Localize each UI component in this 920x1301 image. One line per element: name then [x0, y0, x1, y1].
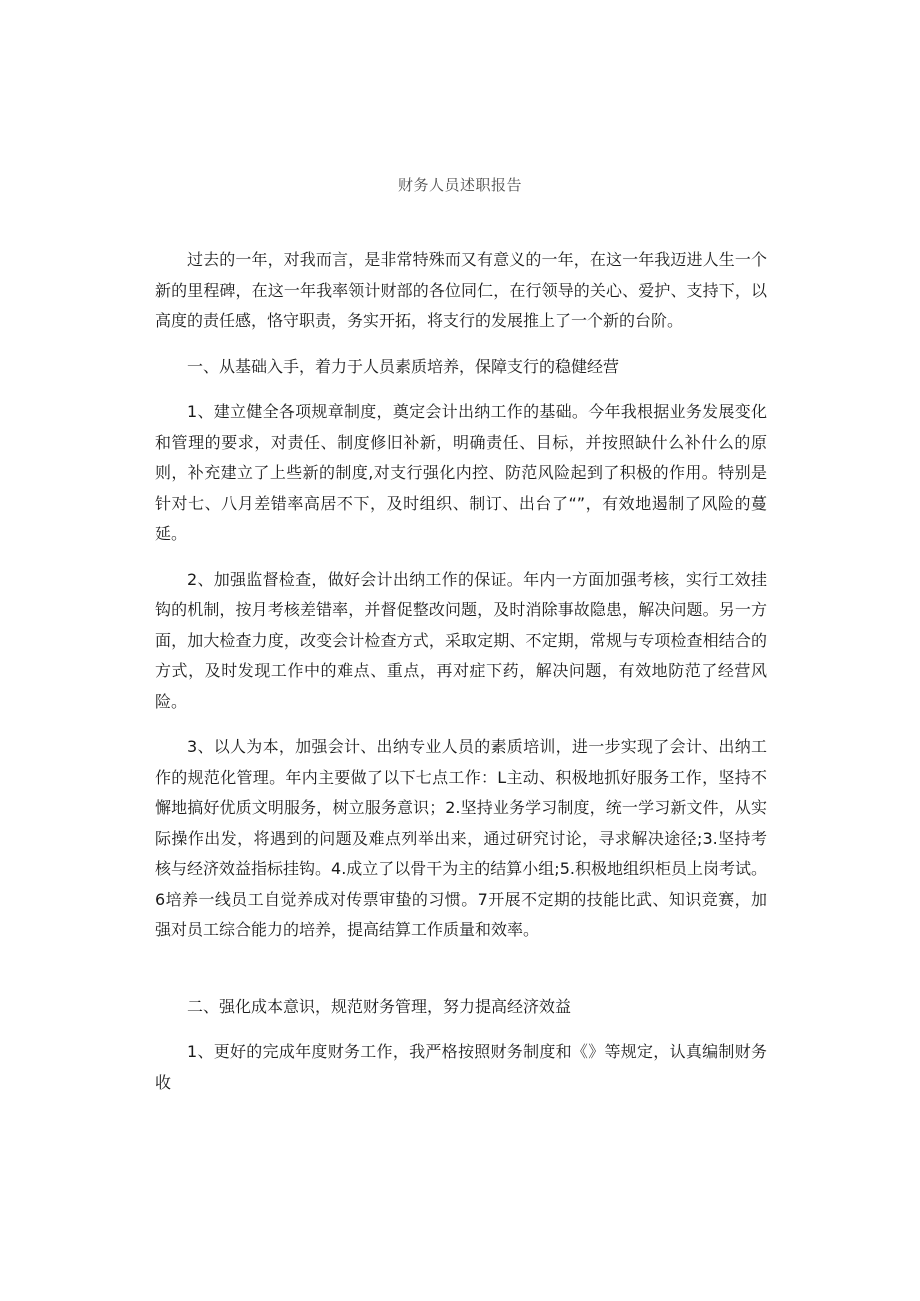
section-1-item-2: 2、加强监督检查，做好会计出纳工作的保证。年内一方面加强考核，实行工效挂钩的机制，按月考核差错率，并督促整改问题，及时消除事故隐患，解决问题。另一方面，加大检查力度，改变会计检查方式，采取定期、不定期，常规与专项检查相结合的方式，及时发现工作中的难点、重点，再对症下药，解决问题，有效地防范了经营风险。 — [155, 569, 767, 711]
section-heading-2: 二、强化成本意识，规范财务管理，努力提高经济效益 — [187, 996, 572, 1016]
section-2-item-1: 1、更好的完成年度财务工作，我严格按照财务制度和《》等规定，认真编制财务收 — [155, 1042, 767, 1092]
document-body — [155, 245, 767, 1113]
document-title: 财务人员述职报告 — [397, 176, 522, 194]
intro-paragraph: 过去的一年，对我而言，是非常特殊而又有意义的一年，在这一年我迈进人生一个新的里程碑，在这一年我率领计财部的各位同仁，在行领导的关心、爱护、支持下，以高度的责任感，恪守职责，务实开拓，将支行的发展推上了一个新的台阶。 — [155, 250, 767, 330]
section-1-item-3: 3、以人为本，加强会计、出纳专业人员的素质培训，进一步实现了会计、出纳工作的规范化管理。年内主要做了以下七点工作：L主动、积极地抓好服务工作，坚持不懈地搞好优质文明服务，树立服务意识；2.坚持业务学习制度，统一学习新文件，从实际操作出发，将遇到的问题及难点列举出来，通过研究讨论，寻求解决途径;3.坚持考核与经济效益指标挂钩。4.成立了以骨干为主的结算小组;5.积极地组织柜员上岗考试。6培养一线员工自觉养成对传票审蛰的习惯。7开展不定期的技能比武、知识竞赛，加强对员工综合能力的培养，提高结算工作质量和效率。 — [155, 737, 767, 939]
section-1-item-1: 1、建立健全各项规章制度，奠定会计出纳工作的基础。今年我根据业务发展变化和管理的要求，对责任、制度修旧补新，明确责任、目标，并按照缺什么补什么的原则，补充建立了上些新的制度,对支行强化内控、防范风险起到了积极的作用。特别是针对七、八月差错率高居不下，及时组织、制订、出台了“”，有效地遏制了风险的蔓延。 — [155, 402, 767, 543]
section-heading-1: 一、从基础入手，着力于人员素质培养，保障支行的稳健经营 — [187, 356, 620, 376]
